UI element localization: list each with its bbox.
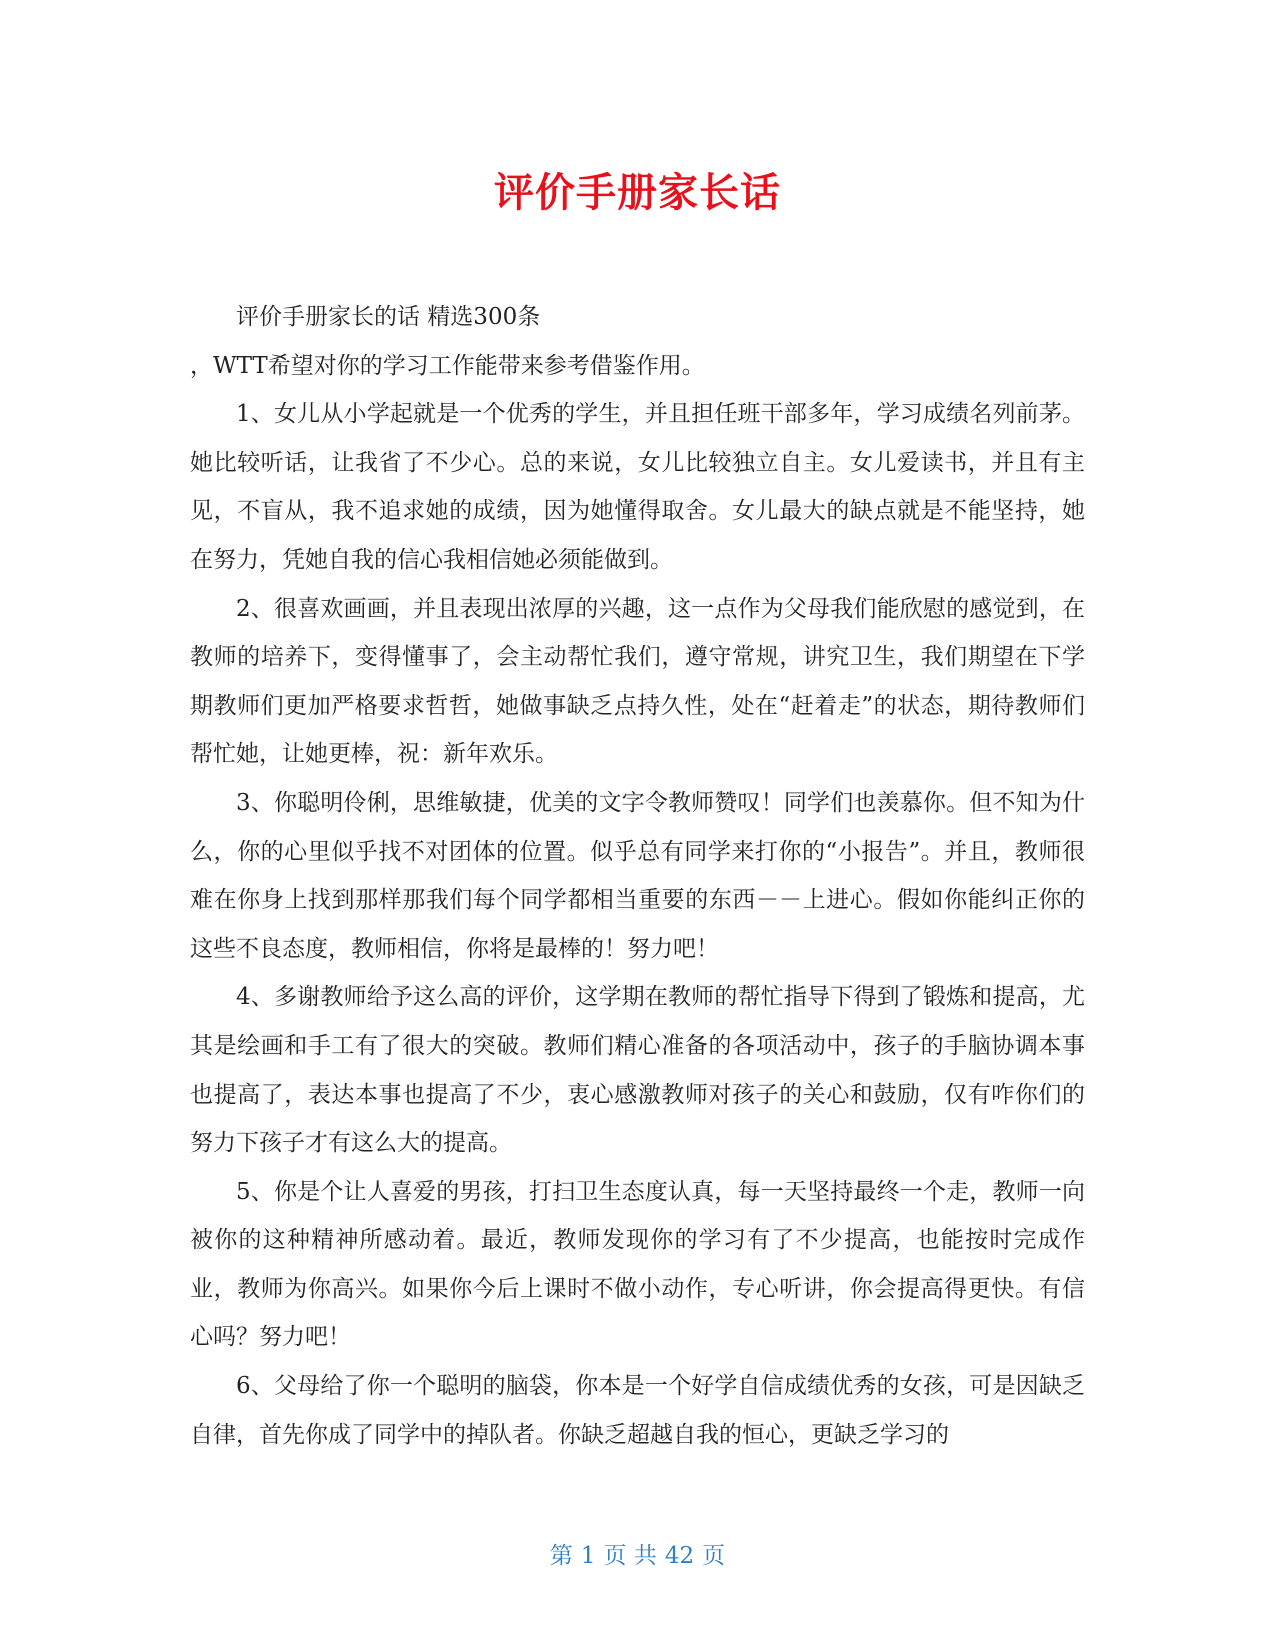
footer-label-page: 第 <box>549 1543 573 1569</box>
page-number-footer <box>0 1540 1275 1572</box>
paragraph-1: 1、女儿从小学起就是一个优秀的学生，并且担任班干部多年，学习成绩名列前茅。她比较听话，让我省了不少心。总的来说，女儿比较独立自主。女儿爱读书，并且有主见，不盲从，我不追求她的成绩，因为她懂得取舍。女儿最大的缺点就是不能坚持，她在努力，凭她自我的信心我相信她必须能做到。 <box>190 401 1085 573</box>
paragraph-4: 4、多谢教师给予这么高的评价，这学期在教师的帮忙指导下得到了锻炼和提高，尤其是绘画和手工有了很大的突破。教师们精心准备的各项活动中，孩子的手脑协调本事也提高了，表达本事也提高了不少，衷心感激教师对孩子的关心和鼓励，仅有咋你们的努力下孩子才有这么大的提高。 <box>190 984 1085 1157</box>
document-title: 评价手册家长话 <box>494 170 781 216</box>
paragraph-3: 3、你聪明伶俐，思维敏捷，优美的文字令教师赞叹！同学们也羡慕你。但不知为什么，你的心里似乎找不对团体的位置。似乎总有同学来打你的“小报告”。并且，教师很难在你身上找到那样那我们每个同学都相当重要的东西－－上进心。假如你能纠正你的这些不良态度，教师相信，你将是最棒的！努力吧！ <box>190 789 1085 962</box>
document-body <box>190 293 1085 1459</box>
document-subtitle: 评价手册家长的话 精选300条 <box>236 304 541 330</box>
paragraph-6: 6、父母给了你一个聪明的脑袋，你本是一个好学自信成绩优秀的女孩，可是因缺乏自律，首先你成了同学中的掉队者。你缺乏超越自我的恒心，更缺乏学习的 <box>190 1373 1085 1448</box>
footer-total-pages: 42 <box>664 1543 695 1569</box>
paragraph-2: 2、很喜欢画画，并且表现出浓厚的兴趣，这一点作为父母我们能欣慰的感觉到，在教师的培养下，变得懂事了，会主动帮忙我们，遵守常规，讲究卫生，我们期望在下学期教师们更加严格要求哲哲，她做事缺乏点持久性，处在“赶着走”的状态，期待教师们帮忙她，让她更棒，祝：新年欢乐。 <box>190 595 1085 768</box>
footer-label-end: 页 <box>702 1543 726 1569</box>
footer-label-of: 页 共 <box>603 1543 657 1569</box>
paragraph-5: 5、你是个让人喜爱的男孩，打扫卫生态度认真，每一天坚持最终一个走，教师一向被你的这种精神所感动着。最近，教师发现你的学习有了不少提高，也能按时完成作业，教师为你高兴。如果你今后上课时不做小动作，专心听讲，你会提高得更快。有信心吗？努力吧！ <box>190 1178 1085 1351</box>
footer-current-page: 1 <box>580 1543 596 1569</box>
document-intro: ，WTT希望对你的学习工作能带来参考借鉴作用。 <box>190 352 705 379</box>
